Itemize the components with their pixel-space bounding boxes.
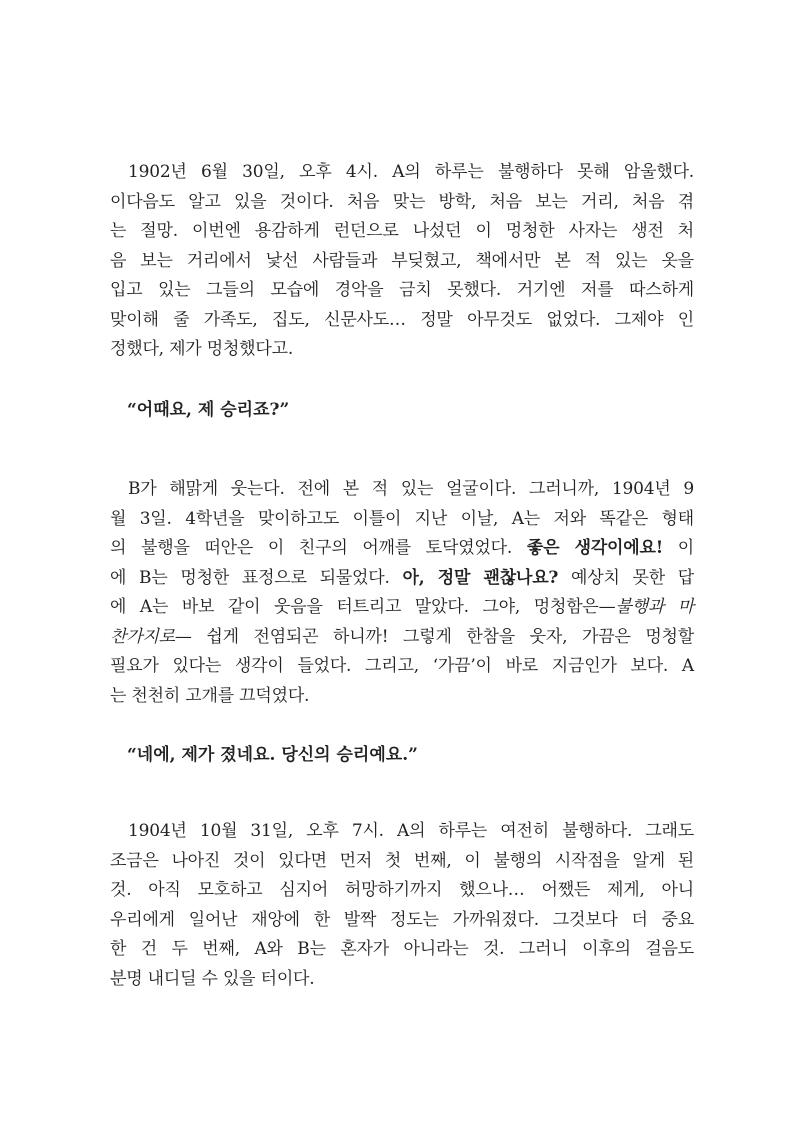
paragraph-2-text: — 쉽게 전염되곤 하니까! 그렇게 한참을 웃자, 가끔은 멍청할 <box>174 626 694 647</box>
paragraph-3-line: 조금은 나아진 것이 있다면 먼저 첫 번째, 이 불행의 시작점을 알게 된 <box>110 850 694 871</box>
paragraph-3-line: 1904년 10월 31일, 오후 7시. A의 하루는 여전히 불행하다. 그래도 <box>128 821 694 841</box>
paragraph-3-line: 한 건 두 번째, A와 B는 혼자가 아니라는 것. 그러니 이후의 걸음도 <box>110 939 694 959</box>
italic-aside: 찬가지로 <box>110 626 175 647</box>
paragraph-2-line <box>110 564 694 594</box>
paragraph-2-text: 의 불행을 떠안은 이 친구의 어깨를 토닥였었다. <box>110 538 527 558</box>
paragraph-1-line: 음 보는 거리에서 낯선 사람들과 부딪혔고, 책에서만 본 적 있는 옷을 <box>110 250 694 271</box>
paragraph-2-line <box>110 534 694 564</box>
paragraph-2-line: 월 3일. 4학년을 맞이하고도 이틀이 지난 이날, A는 저와 똑같은 형태 <box>110 508 694 529</box>
italic-aside: 불행과 마 <box>615 597 694 617</box>
bold-dialog-really-okay: 아, 정말 괜찮나요? <box>402 567 559 588</box>
paragraph-2-line: B가 해맑게 웃는다. 전에 본 적 있는 얼굴이다. 그러니까, 1904년 9 <box>128 479 694 499</box>
paragraph-2-line <box>110 593 694 623</box>
paragraph-2-line: 는 천천히 고개를 끄덕였다. <box>110 685 310 706</box>
paragraph-2-line: 필요가 있다는 생각이 들었다. 그리고, ‘가끔’이 바로 지금인가 보다. A <box>110 656 694 676</box>
paragraph-1-line: 맞이해 줄 가족도, 집도, 신문사도… 정말 아무것도 없었다. 그제야 인 <box>110 309 694 330</box>
paragraph-2-text: 에 B는 멍청한 표정으로 되물었다. <box>110 567 403 588</box>
paragraph-3 <box>110 817 694 994</box>
paragraph-3-line: 것. 아직 모호하고 심지어 허망하기까지 했으나… 어쨌든 제게, 아니 <box>110 880 694 900</box>
paragraph-1 <box>110 158 694 365</box>
paragraph-2-line <box>110 623 694 653</box>
paragraph-2 <box>110 475 694 711</box>
paragraph-1-line: 정했다, 제가 멍청했다고. <box>110 339 294 359</box>
paragraph-3-line: 우리에게 일어난 재앙에 한 발짝 정도는 가까워졌다. 그것보다 더 중요 <box>110 909 694 930</box>
bold-dialog-good-idea: 좋은 생각이에요! <box>526 538 663 558</box>
paragraph-1-line: 1902년 6월 30일, 오후 4시. A의 하루는 불행하다 못해 암울했다. <box>128 162 694 182</box>
paragraph-1-line: 이다음도 알고 있을 것이다. 처음 맞는 방학, 처음 보는 거리, 처음 겪 <box>110 191 694 212</box>
dialog-line-2: “네에, 제가 졌네요. 당신의 승리예요.” <box>127 745 418 765</box>
paragraph-3-line: 분명 내디딜 수 있을 터이다. <box>110 968 315 989</box>
paragraph-2-text: 에 A는 바보 같이 웃음을 터트리고 말았다. 그야, 멍청함은— <box>110 597 616 617</box>
paragraph-1-line: 입고 있는 그들의 모습에 경악을 금치 못했다. 거기엔 저를 따스하게 <box>110 280 694 300</box>
paragraph-1-line: 는 절망. 이번엔 용감하게 런던으로 나섰던 이 멍청한 사자는 생전 처 <box>110 221 694 241</box>
dialog-line-1: “어때요, 제 승리죠?” <box>127 400 290 420</box>
paragraph-2-text: 예상치 못한 답 <box>558 567 694 588</box>
paragraph-2-text: 이 <box>662 538 694 558</box>
